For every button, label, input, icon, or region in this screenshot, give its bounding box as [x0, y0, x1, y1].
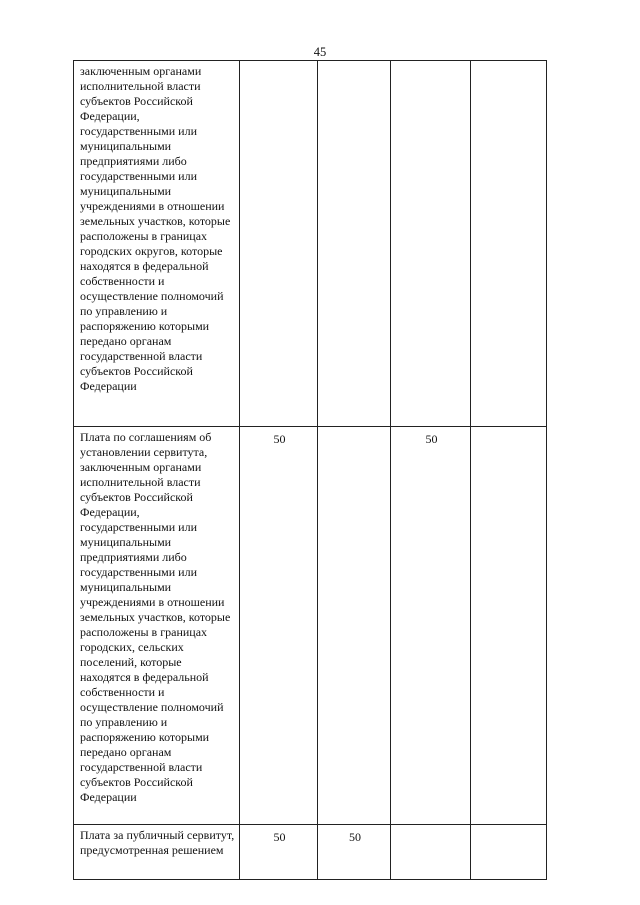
value-cell-1: 50: [240, 825, 318, 880]
revenue-description: заключенным органами исполнительной власти субъектов Российской Федерации, государственными или муниципальными предприятиями либо государственными или муниципальными учреждениями в отношении земельных участков, которые расположены в границах городских округов, которые находятся в федеральной собственности и осуществление полномочий по управлению и распоряжению которыми передано органам государственной власти субъектов Российской Федерации: [74, 61, 240, 427]
revenue-description: Плата за публичный сервитут, предусмотренная решением: [74, 825, 240, 880]
revenue-table: [73, 60, 547, 880]
value-cell-3: [391, 825, 471, 880]
table-row: [74, 427, 547, 825]
value-cell-2: [318, 61, 391, 427]
revenue-description: Плата по соглашениям об установлении сервитута, заключенным органами исполнительной власти субъектов Российской Федерации, государственными или муниципальными предприятиями либо государственными или муниципальными учреждениями в отношении земельных участков, которые расположены в границах городских, сельских поселений, которые находятся в федеральной собственности и осуществление полномочий по управлению и распоряжению которыми передано органам государственной власти субъектов Российской Федерации: [74, 427, 240, 825]
value-cell-4: [471, 825, 547, 880]
table-row: [74, 61, 547, 427]
table-row: [74, 825, 547, 880]
value-cell-3: 50: [391, 427, 471, 825]
page-number: 45: [313, 45, 327, 59]
value-cell-2: 50: [318, 825, 391, 880]
value-cell-3: [391, 61, 471, 427]
value-cell-4: [471, 427, 547, 825]
value-cell-1: 50: [240, 427, 318, 825]
value-cell-4: [471, 61, 547, 427]
value-cell-1: [240, 61, 318, 427]
value-cell-2: [318, 427, 391, 825]
